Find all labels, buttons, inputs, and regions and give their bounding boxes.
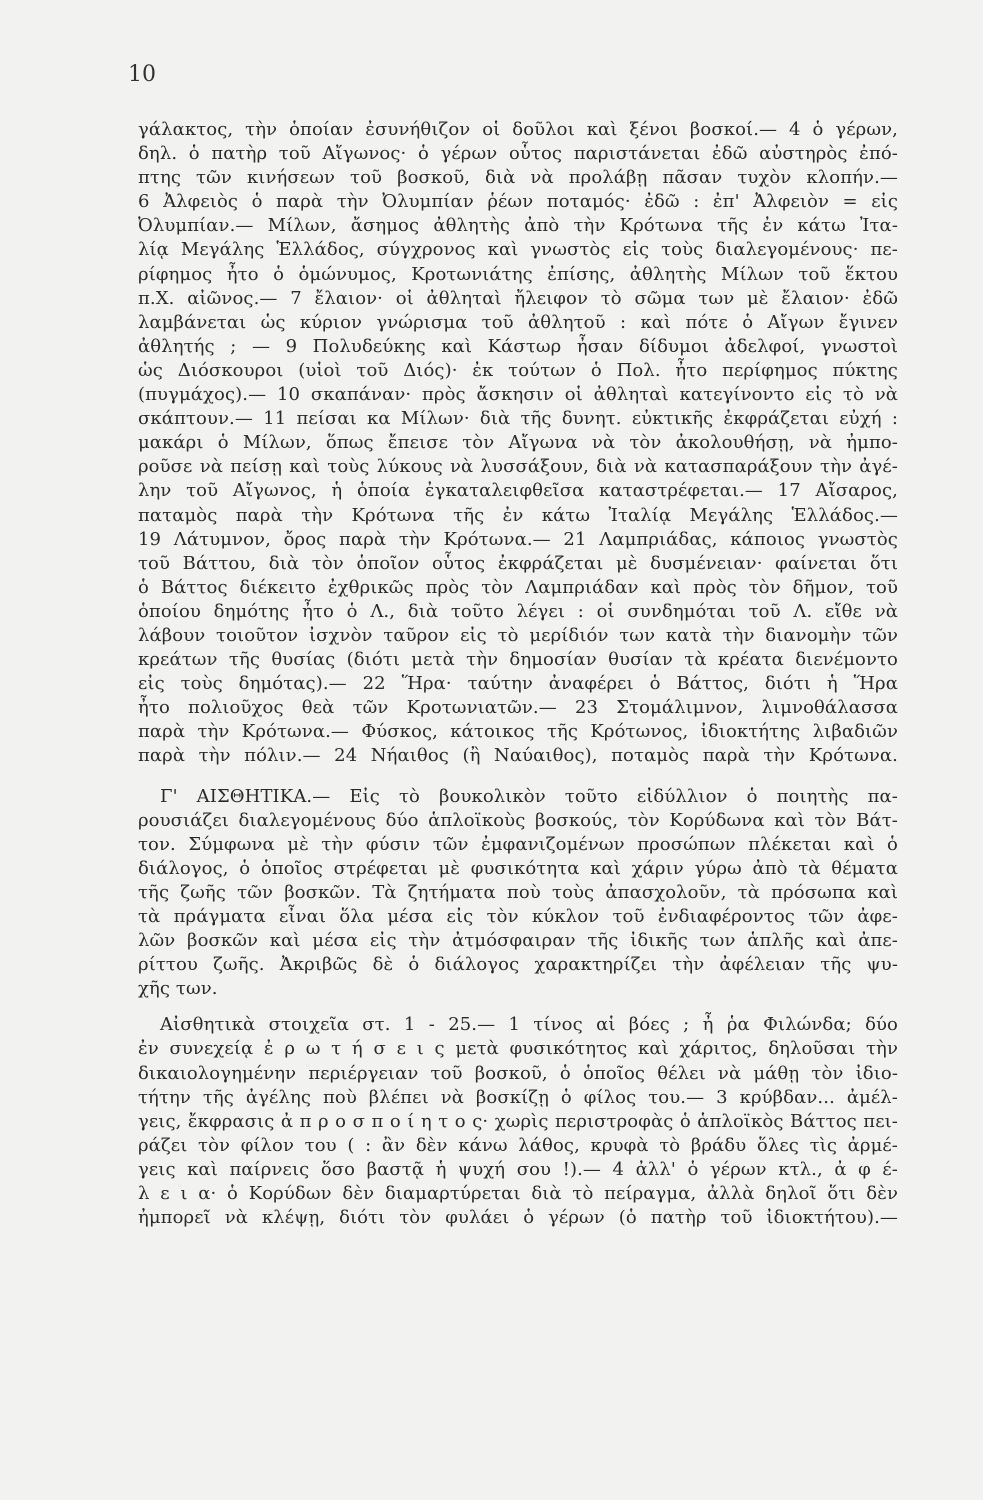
text-line: ροῦσε νὰ πείσῃ καὶ τοὺς λύκους νὰ λυσσάξουν, διὰ νὰ κατασπαράξουν τὴν ἀγέ- [138, 456, 898, 478]
text-line: ρίφημος ἦτο ὁ ὁμώνυμος, Κροτωνιάτης ἐπίσης, ἀθλητὴς Μίλων τοῦ ἕκτου [138, 263, 898, 285]
text-line: ἐν συνεχείᾳ ἐ ρ ω τ ή σ ε ι ς μετὰ φυσικότητος καὶ χάριτος, δηλοῦσαι τὴν [138, 1038, 898, 1060]
text-line: μακάρι ὁ Μίλων, ὅπως ἔπεισε τὸν Αἴγωνα νὰ τὸν ἀκολουθήσῃ, νὰ ἠμπο- [138, 432, 898, 454]
aesthetic-elements-section [138, 1013, 898, 1230]
text-line: 6 Ἀλφειὸς ὁ παρὰ τὴν Ὀλυμπίαν ῥέων ποταμός· ἐδῶ : ἐπ' Ἀλφειὸν = εἰς [138, 191, 898, 213]
section-heading-line: Αἰσθητικὰ στοιχεῖα στ. 1 - 25.— 1 τίνος αἱ βόες ; ἦ ῥα Φιλώνδα; δύο [160, 1014, 898, 1036]
text-line: ὡς Διόσκουροι (υἱοὶ τοῦ Διός)· ἐκ τούτων ὁ Πολ. ἦτο περίφημος πύκτης [138, 359, 898, 381]
text-line: τοῦ Βάττου, διὰ τὸν ὁποῖον οὗτος ἐκφράζεται μὲ δυσμένειαν· φαίνεται ὅτι [138, 552, 898, 574]
text-line: διάλογος, ὁ ὁποῖος στρέφεται μὲ φυσικότητα καὶ χάριν γύρω ἀπὸ τὰ θέματα [138, 857, 898, 879]
page-text [138, 118, 898, 1230]
text-line: λαμβάνεται ὡς κύριον γνώρισμα τοῦ ἀθλητοῦ : καὶ πότε ὁ Αἴγων ἔγινεν [138, 311, 898, 333]
text-line: ρουσιάζει διαλεγομένους δύο ἁπλοϊκοὺς βοσκούς, τὸν Κορύδωνα καὶ τὸν Βάτ- [138, 809, 898, 831]
page-number: 10 [128, 62, 156, 87]
text-line: γεις καὶ παίρνεις ὅσο βαστᾷ ἡ ψυχή σου !).— 4 ἀλλ' ὁ γέρων κτλ., ἀ φ έ- [138, 1158, 898, 1180]
text-line: ρίττου ζωῆς. Ἀκριβῶς δὲ ὁ διάλογος χαρακτηρίζει τὴν ἀφέλειαν τῆς ψυ- [138, 954, 898, 976]
text-line: ἠμπορεῖ νὰ κλέψῃ, διότι τὸν φυλάει ὁ γέρων (ὁ πατὴρ τοῦ ἰδιοκτήτου).— [138, 1207, 898, 1229]
text-line: λάβουν τοιοῦτον ἰσχνὸν ταῦρον εἰς τὸ μερίδιόν των κατὰ τὴν διανομὴν τῶν [138, 624, 898, 646]
text-line: τὰ πράγματα εἶναι ὅλα μέσα εἰς τὸν κύκλον τοῦ ἐνδιαφέροντος τῶν ἀφε- [138, 906, 898, 927]
text-line: (πυγμάχος).— 10 σκαπάναν· πρὸς ἄσκησιν οἱ ἀθληταὶ κατεγίνοντο εἰς τὸ νὰ [138, 384, 898, 406]
text-line: δικαιολογημένην περιέργειαν τοῦ βοσκοῦ, ὁ ὁποῖος θέλει νὰ μάθῃ τὸν ἰδιο- [138, 1062, 898, 1084]
text-line: λίᾳ Μεγάλης Ἑλλάδος, σύγχρονος καὶ γνωστὸς εἰς τοὺς διαλεγομένους· πε- [138, 239, 898, 261]
text-line: γάλακτος, τὴν ὁποίαν ἐσυνήθιζον οἱ δοῦλοι καὶ ξένοι βοσκοί.— 4 ὁ γέρων, [138, 119, 898, 140]
text-line: τῆς ζωῆς τῶν βοσκῶν. Τὰ ζητήματα ποὺ τοὺς ἀπασχολοῦν, τὰ πρόσωπα καὶ [138, 881, 898, 903]
section-heading-line: Γ' ΑΙΣΘΗΤΙΚΑ.— Εἰς τὸ βουκολικὸν τοῦτο εἰδύλλιον ὁ ποιητὴς πα- [160, 785, 898, 807]
aesthetics-section [138, 785, 898, 1002]
text-line: τήτην τῆς ἀγέλης ποὺ βλέπει νὰ βοσκίζῃ ὁ φίλος του.— 3 κρύβδαν... ἀμέλ- [138, 1086, 898, 1108]
text-line: 19 Λάτυμνον, ὄρος παρὰ τὴν Κρότωνα.— 21 Λαμπριάδας, κάποιος γνωστὸς [138, 528, 898, 550]
text-line: σκάπτουν.— 11 πείσαι κα Μίλων· διὰ τῆς δυνητ. εὐκτικῆς ἐκφράζεται εὐχή : [138, 408, 898, 430]
text-line: κρεάτων τῆς θυσίας (διότι μετὰ τὴν δημοσίαν θυσίαν τὰ κρέατα διενέμοντο [138, 649, 898, 671]
text-line: ἦτο πολιοῦχος θεὰ τῶν Κροτωνιατῶν.— 23 Στομάλιμνον, λιμνοθάλασσα [138, 697, 898, 719]
text-line: γεις, ἔκφρασις ἀ π ρ ο σ π ο ί η τ ο ς· χωρὶς περιστροφὰς ὁ ἁπλοϊκὸς Βάττος πει- [138, 1110, 898, 1132]
commentary-section [138, 118, 898, 769]
text-line: ὁ Βάττος διέκειτο ἐχθρικῶς πρὸς τὸν Λαμπριάδαν καὶ πρὸς τὸν δῆμον, τοῦ [138, 576, 898, 598]
text-line: παταμὸς παρὰ τὴν Κρότωνα τῆς ἐν κάτω Ἰταλίᾳ Μεγάλης Ἑλλάδος.— [138, 504, 898, 526]
text-line: Ὀλυμπίαν.— Μίλων, ἄσημος ἀθλητὴς ἀπὸ τὴν Κρότωνα τῆς ἐν κάτω Ἰτα- [138, 215, 898, 237]
text-line: λην τοῦ Αἴγωνος, ἡ ὁποία ἐγκαταλειφθεῖσα καταστρέφεται.— 17 Αἴσαρος, [138, 480, 898, 502]
text-line: λῶν βοσκῶν καὶ μέσα εἰς τὴν ἀτμόσφαιραν τῆς ἰδικῆς των ἁπλῆς καὶ ἀπε- [138, 930, 898, 952]
text-line: πτης τῶν κινήσεων τοῦ βοσκοῦ, διὰ νὰ προλάβῃ πᾶσαν τυχὸν κλοπήν.— [138, 167, 898, 189]
text-line: π.Χ. αἰῶνος.— 7 ἔλαιον· οἱ ἀθληταὶ ἤλειφον τὸ σῶμα των μὲ ἔλαιον· ἐδῶ [138, 287, 898, 309]
text-line: τον. Σύμφωνα μὲ τὴν φύσιν τῶν ἐμφανιζομένων προσώπων πλέκεται καὶ ὁ [138, 833, 898, 855]
text-line: παρὰ τὴν πόλιν.— 24 Νήαιθος (ἢ Ναύαιθος), ποταμὸς παρὰ τὴν Κρότωνα. [138, 745, 898, 767]
text-line: εἰς τοὺς δημότας).— 22 Ἥρα· ταύτην ἀναφέρει ὁ Βάττος, διότι ἡ Ἥρα [138, 673, 898, 695]
text-line: δηλ. ὁ πατὴρ τοῦ Αἴγωνος· ὁ γέρων οὗτος παριστάνεται ἐδῶ αὐστηρὸς ἐπό- [138, 143, 898, 165]
text-line: λ ε ι α· ὁ Κορύδων δὲν διαμαρτύρεται διὰ τὸ πείραγμα, ἀλλὰ δηλοῖ ὅτι δὲν [138, 1183, 898, 1205]
text-line: παρὰ τὴν Κρότωνα.— Φύσκος, κάτοικος τῆς Κρότωνος, ἰδιοκτήτης λιβαδιῶν [138, 721, 898, 743]
text-line: ὁποίου δημότης ἦτο ὁ Λ., διὰ τοῦτο λέγει : οἱ συνδημόται τοῦ Λ. εἴθε νὰ [138, 600, 898, 622]
text-line: χῆς των. [138, 978, 218, 1000]
text-line: ἀθλητής ; — 9 Πολυδεύκης καὶ Κάστωρ ἦσαν δίδυμοι ἀδελφοί, γνωστοὶ [138, 335, 898, 357]
text-line: ράζει τὸν φίλον του ( : ἂν δὲν κάνω λάθος, κρυφὰ τὸ βράδυ ὅλες τὶς ἀρμέ- [138, 1134, 898, 1156]
